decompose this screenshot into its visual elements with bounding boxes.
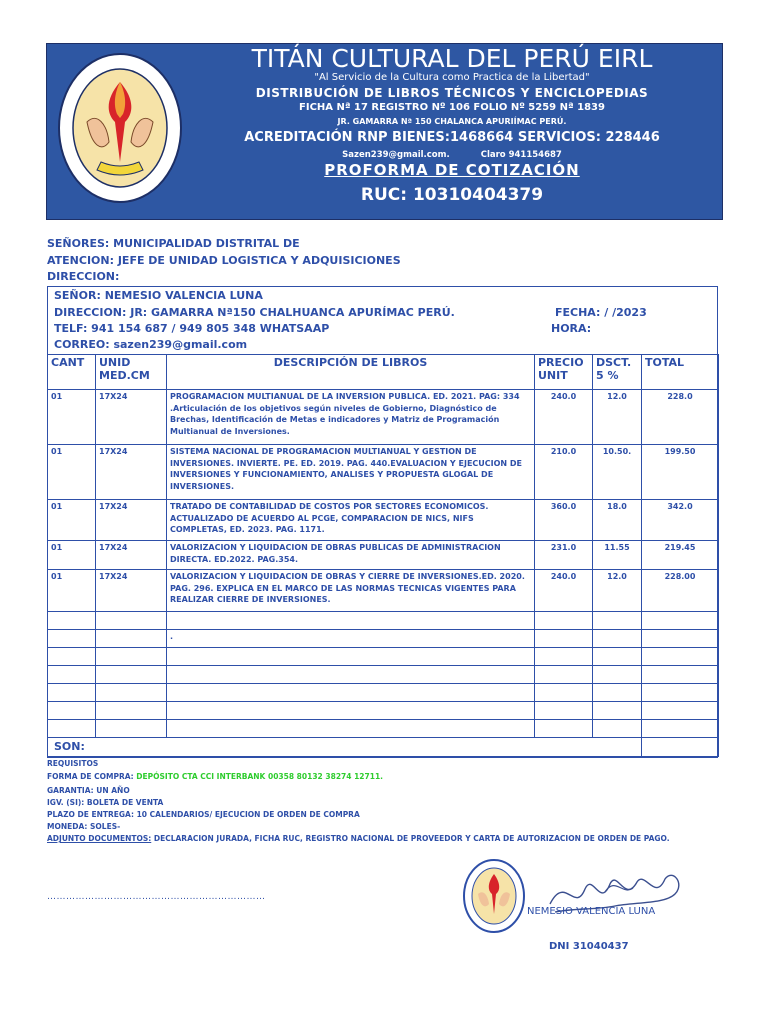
vendor-email: CORREO: sazen239@gmail.com	[54, 338, 248, 351]
company-stamp	[462, 858, 526, 934]
company-phone: Claro 941154687	[480, 150, 562, 160]
cell-desc: VALORIZACION Y LIQUIDACION DE OBRAS PUBLICAS DE ADMINISTRACION DIRECTA. ED.2022. PAG.354.	[167, 541, 535, 570]
payment-method	[47, 772, 383, 781]
quotation-date: FECHA: / /2023	[555, 306, 647, 319]
delivery-term: PLAZO DE ENTREGA: 10 CALENDARIOS/ EJECUCION DE ORDEN DE COMPRA	[47, 810, 360, 819]
cell-dsct: 10.50.	[593, 445, 642, 500]
vendor-name: SEÑOR: NEMESIO VALENCIA LUNA	[54, 289, 263, 302]
empty-row	[48, 630, 719, 648]
client-attention: ATENCION: JEFE DE UNIDAD LOGISTICA Y ADQUISICIONES	[47, 254, 401, 267]
blank-mark: .	[167, 630, 535, 648]
total-words-row	[48, 738, 719, 757]
table-header-row	[48, 355, 719, 390]
attached-documents-value: DECLARACION JURADA, FICHA RUC, REGISTRO NACIONAL DE PROVEEDOR Y CARTA DE AUTORIZACION DE ORDEN DE PAGO.	[151, 834, 670, 843]
empty-row	[48, 684, 719, 702]
vendor-address: DIRECCION: JR: GAMARRA Nª150 CHALHUANCA APURÍMAC PERÚ.	[54, 306, 455, 319]
signature-line: ……………………………………………………………	[47, 892, 266, 902]
cell-dsct: 18.0	[593, 500, 642, 541]
warranty: GARANTIA: UN AÑO	[47, 786, 130, 795]
items-table	[47, 354, 719, 757]
total-words-label: SON:	[48, 738, 642, 757]
cell-unid: 17X24	[96, 445, 167, 500]
cell-desc: PROGRAMACION MULTIANUAL DE LA INVERSION PUBLICA. ED. 2021. PAG: 334 .Articulación de los objetivos según niveles de Gobierno, Diagnóstico de Brechas, Identificación de Metas e indicadores y Matriz de Programación Multianual de Inversiones.	[167, 390, 535, 445]
col-precio: PRECIO UNIT	[535, 355, 593, 390]
igv-info: IGV. (SI): BOLETA DE VENTA	[47, 798, 164, 807]
table-row	[48, 390, 719, 445]
cell-total: 342.0	[642, 500, 719, 541]
cell-desc: TRATADO DE CONTABILIDAD DE COSTOS POR SECTORES ECONOMICOS. ACTUALIZADO DE ACUERDO AL PCGE, COMPARACION DE NICS, NIFS COMPLETAS, ED. 2023. PAG. 1171.	[167, 500, 535, 541]
company-ruc: RUC: 10310404379	[360, 185, 544, 205]
cell-total: 228.00	[642, 570, 719, 612]
cell-precio: 240.0	[535, 570, 593, 612]
cell-unid: 17X24	[96, 500, 167, 541]
client-name: SEÑORES: MUNICIPALIDAD DISTRITAL DE	[47, 237, 300, 250]
company-contact	[197, 150, 707, 160]
col-desc: DESCRIPCIÓN DE LIBROS	[167, 355, 535, 390]
table-row	[48, 541, 719, 570]
empty-row	[48, 648, 719, 666]
cell-precio: 360.0	[535, 500, 593, 541]
cell-cant: 01	[48, 500, 96, 541]
col-unid: UNID MED.CM	[96, 355, 167, 390]
cell-dsct: 12.0	[593, 570, 642, 612]
cell-desc: SISTEMA NACIONAL DE PROGRAMACION MULTIANUAL Y GESTION DE INVERSIONES. INVIERTE. PE. ED. 2019. PAG. 440.EVALUACION Y EJECUCION DE INVERSIONES Y FUNCIONAMIENTO, ANALISES Y PROPUESTA GLOGAL DE INVERSIONES.	[167, 445, 535, 500]
rnp-accreditation: ACREDITACIÓN RNP BIENES:1468664 SERVICIOS: 228446	[244, 130, 660, 145]
table-row	[48, 500, 719, 541]
empty-row	[48, 666, 719, 684]
table-row	[48, 570, 719, 612]
cell-cant: 01	[48, 570, 96, 612]
cell-cant: 01	[48, 390, 96, 445]
signer-dni: DNI 31040437	[549, 941, 629, 952]
company-name: TITÁN CULTURAL DEL PERÚ EIRL	[251, 44, 653, 73]
signer-name: NEMESIO VALENCIA LUNA	[527, 906, 656, 917]
col-total: TOTAL	[642, 355, 719, 390]
table-row	[48, 445, 719, 500]
payment-method-value: DEPÓSITO CTA CCI INTERBANK 00358 80132 38274 12711.	[136, 772, 384, 781]
company-email: Sazen239@gmail.com.	[342, 150, 450, 160]
client-address: DIRECCION:	[47, 270, 120, 283]
col-dsct: DSCT. 5 %	[593, 355, 642, 390]
vendor-phone: TELF: 941 154 687 / 949 805 348 WHATSAAP	[54, 322, 330, 335]
empty-row	[48, 702, 719, 720]
document-title: PROFORMA DE COTIZACIÓN	[324, 161, 580, 179]
company-address: JR. GAMARRA Nª 150 CHALANCA APURIÍMAC PERÚ.	[337, 117, 567, 126]
company-activity: DISTRIBUCIÓN DE LIBROS TÉCNICOS Y ENCICLOPEDIAS	[255, 86, 649, 100]
empty-row	[48, 612, 719, 630]
cell-dsct: 11.55	[593, 541, 642, 570]
cell-precio: 210.0	[535, 445, 593, 500]
company-motto: "Al Servicio de la Cultura como Practica de la Libertad"	[314, 72, 590, 83]
cell-cant: 01	[48, 541, 96, 570]
empty-row	[48, 720, 719, 738]
attached-documents-label: ADJUNTO DOCUMENTOS:	[47, 834, 152, 843]
requirements-title: REQUISITOS	[47, 759, 99, 768]
cell-total: 199.50	[642, 445, 719, 500]
cell-unid: 17X24	[96, 541, 167, 570]
registration-info: FICHA Nª 17 REGISTRO Nº 106 FOLIO Nº 5259 Nª 1839	[299, 102, 605, 113]
cell-total: 219.45	[642, 541, 719, 570]
quotation-time: HORA:	[551, 322, 592, 335]
cell-precio: 240.0	[535, 390, 593, 445]
cell-unid: 17X24	[96, 390, 167, 445]
company-seal-logo	[57, 52, 183, 204]
cell-cant: 01	[48, 445, 96, 500]
attached-documents	[47, 834, 670, 843]
letterhead	[46, 43, 723, 220]
cell-desc: VALORIZACION Y LIQUIDACION DE OBRAS Y CIERRE DE INVERSIONES.ED. 2020. PAG. 296. EXPLICA EN EL MARCO DE LAS NORMAS TECNICAS VIGENTES PARA REALIZAR CIERRE DE INVERSIONES.	[167, 570, 535, 612]
cell-dsct: 12.0	[593, 390, 642, 445]
payment-method-label: FORMA DE COMPRA:	[47, 772, 134, 781]
cell-total: 228.0	[642, 390, 719, 445]
cell-precio: 231.0	[535, 541, 593, 570]
cell-unid: 17X24	[96, 570, 167, 612]
col-cant: CANT	[48, 355, 96, 390]
currency: MONEDA: SOLES-	[47, 822, 121, 831]
